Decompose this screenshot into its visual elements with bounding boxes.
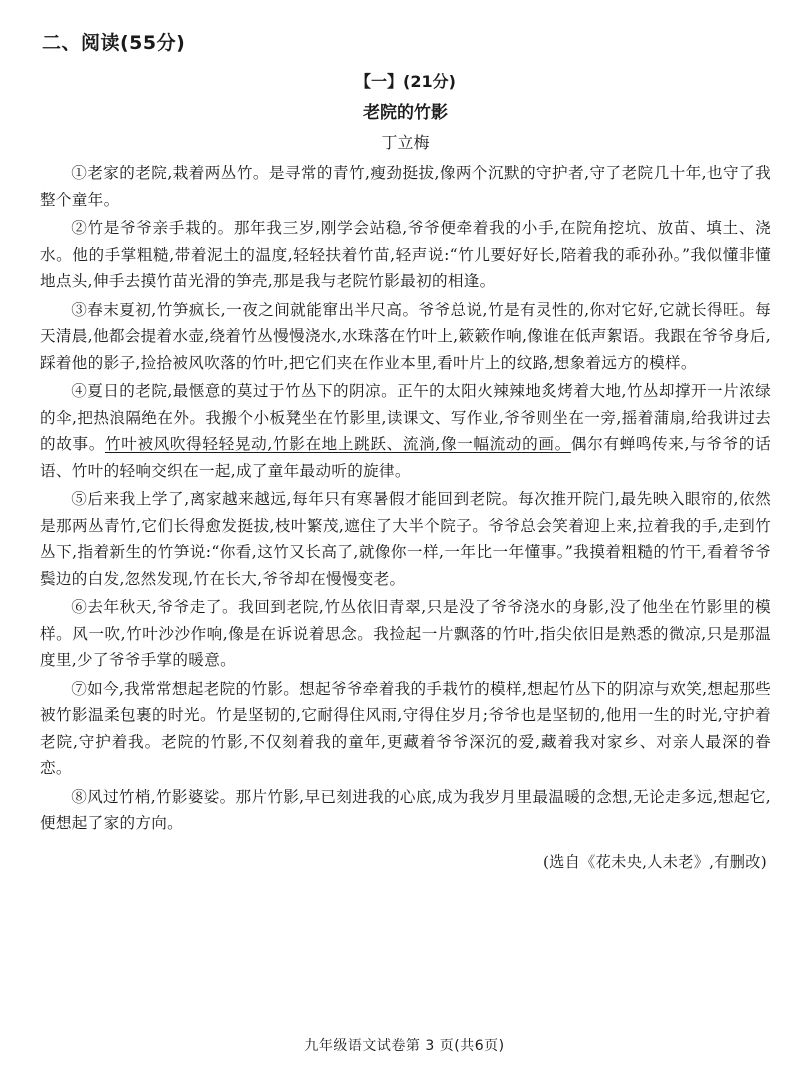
paragraph-3: ③春末夏初,竹笋疯长,一夜之间就能窜出半尺高。爷爷总说,竹是有灵性的,你对它好,它就长得旺。每天清晨,他都会提着水壶,绕着竹丛慢慢浇水,水珠落在竹叶上,簌簌作响,像谁在低声絮语。我跟在爷爷身后,踩着他的影子,捡拾被风吹落的竹叶,把它们夹在作业本里,看叶片上的纹路,想象着远方的模样。	[40, 300, 771, 372]
paragraph-7: ⑦如今,我常常想起老院的竹影。想起爷爷牵着我的手栽竹的模样,想起竹丛下的阴凉与欢笑,想起那些被竹影温柔包裹的时光。竹是坚韧的,它耐得住风雨,守得住岁月;爷爷也是坚韧的,他用一生的时光,守护着老院,守护着我。老院的竹影,不仅刻着我的童年,更藏着爷爷深沉的爱,藏着我对家乡、对亲人最深的眷恋。	[40, 679, 771, 777]
essay-author: 丁立梅	[381, 133, 430, 152]
paragraph-1: ①老家的老院,栽着两丛竹。是寻常的青竹,瘦劲挺拔,像两个沉默的守护者,守了老院几十年,也守了我整个童年。	[40, 164, 771, 209]
paragraph-2: ②竹是爷爷亲手栽的。那年我三岁,刚学会站稳,爷爷便牵着我的小手,在院角挖坑、放苗、填土、浇水。他的手掌粗糙,带着泥土的温度,轻轻扶着竹苗,轻声说:“竹儿要好好长,陪着我的乖孙孙。”我似懂非懂地点头,伸手去摸竹苗光滑的笋壳,那是我与老院竹影最初的相逢。	[40, 219, 771, 290]
paragraph-4	[40, 378, 771, 484]
underlined-sentence: 竹叶被风吹得轻轻晃动,竹影在地上跳跃、流淌,像一幅流动的画。	[104, 435, 571, 453]
paragraph-5: ⑤后来我上学了,离家越来越远,每年只有寒暑假才能回到老院。每次推开院门,最先映入眼帘的,依然是那两丛青竹,它们长得愈发挺拔,枝叶繁茂,遮住了大半个院子。爷爷总会笑着迎上来,拉着我的手,走到竹丛下,指着新生的竹笋说:“你看,这竹又长高了,就像你一样,一年比一年懂事。”我摸着粗糙的竹干,看着爷爷鬓边的白发,忽然发现,竹在长大,爷爷却在慢慢变老。	[40, 490, 771, 588]
paragraph-4-before: ④夏日的老院,最惬意的莫过于竹丛下的阴凉。正午的太阳火辣辣地炙烤着大地,竹丛却撑开一片浓绿的伞,把热浪隔绝在外。我搬个小板凳坐在竹影里,读课文、写作业,爷爷则坐在一旁,摇着蒲扇,给我讲过去的故事。	[40, 382, 771, 453]
source-citation: (选自《花未央,人未老》,有删改)	[542, 852, 767, 871]
paragraph-6: ⑥去年秋天,爷爷走了。我回到老院,竹丛依旧青翠,只是没了爷爷浇水的身影,没了他坐在竹影里的模样。风一吹,竹叶沙沙作响,像是在诉说着思念。我捡起一片飘落的竹叶,指尖依旧是熟悉的微凉,只是那温度里,少了爷爷手掌的暖意。	[40, 598, 771, 669]
page-footer: 九年级语文试卷第 3 页(共6页)	[304, 1038, 505, 1054]
essay-title: 老院的竹影	[363, 103, 448, 123]
paragraph-4-after: 偶尔有蝉鸣传来,与爷爷的话语、竹叶的轻响交织在一起,成了童年最动听的旋律。	[40, 435, 772, 480]
section-title: 二、阅读(55分)	[42, 32, 186, 54]
essay-body	[40, 160, 771, 837]
part-label: 【一】(21分)	[355, 72, 456, 91]
paragraph-8: ⑧风过竹梢,竹影婆娑。那片竹影,早已刻进我的心底,成为我岁月里最温暖的念想,无论走多远,想起它,便想起了家的方向。	[40, 787, 771, 832]
